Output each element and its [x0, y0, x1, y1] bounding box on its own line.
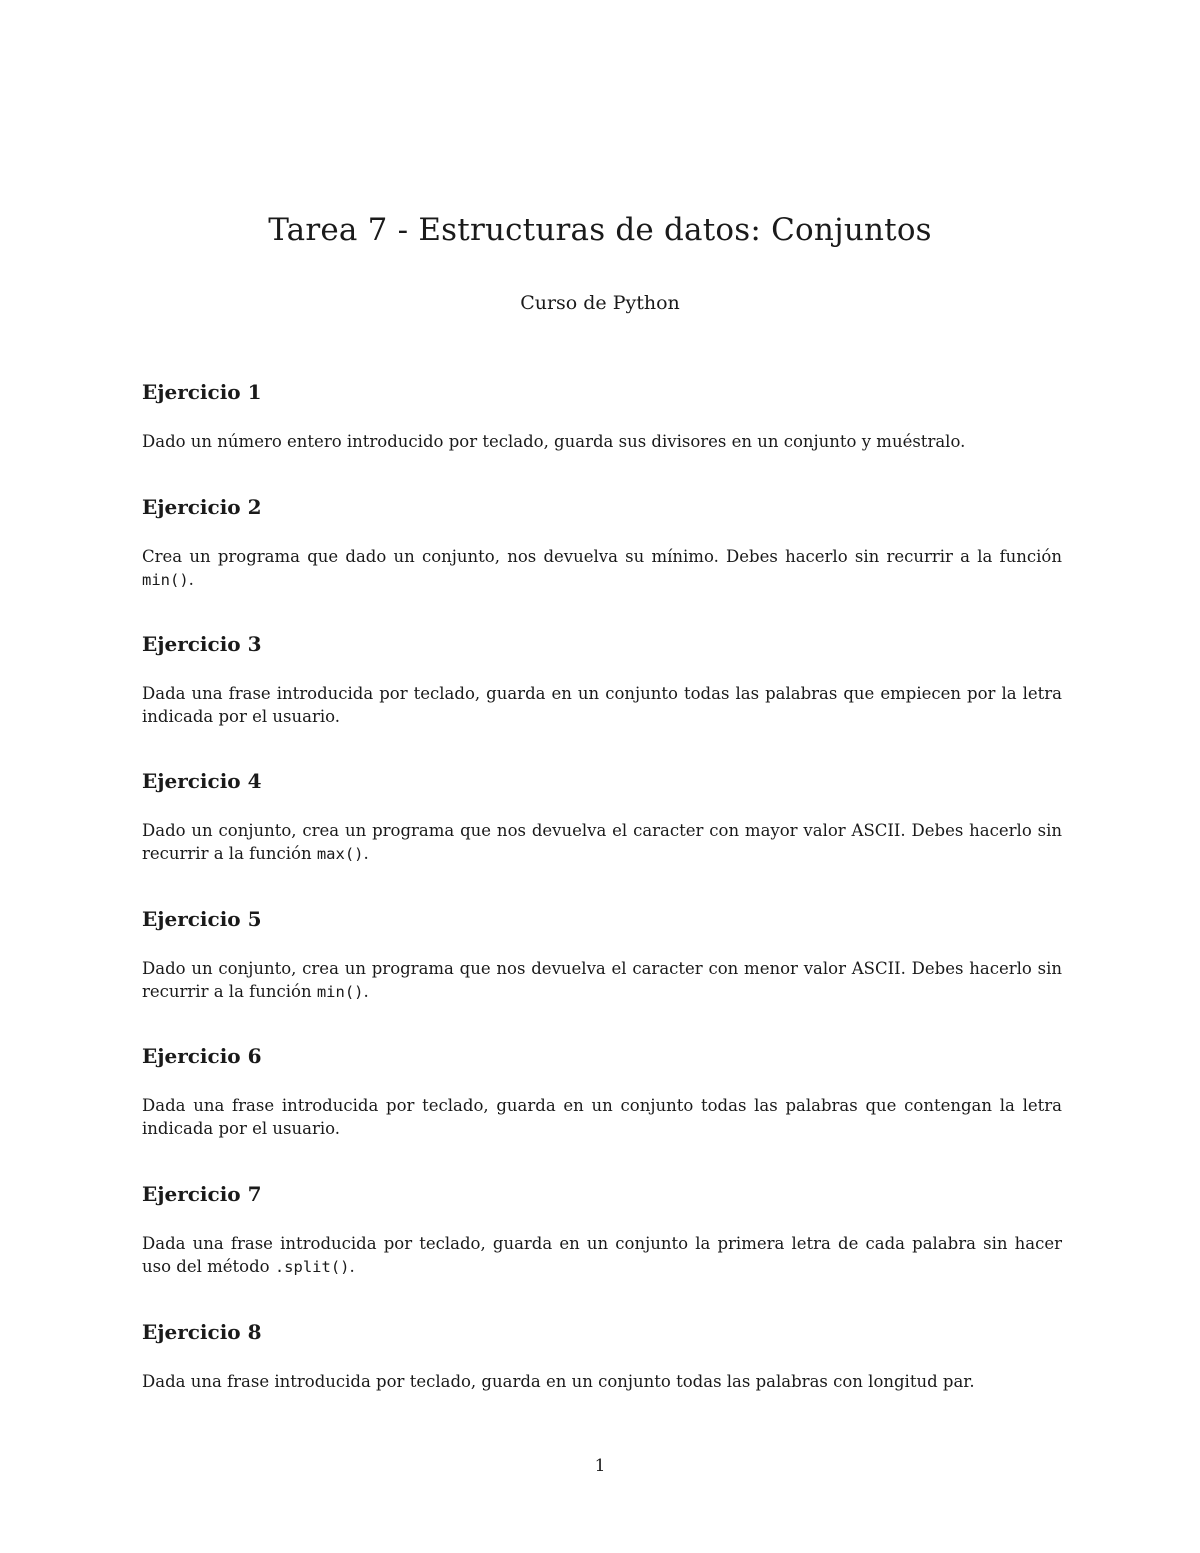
exercise-text-after: .	[349, 1257, 355, 1276]
exercise-5	[142, 907, 1062, 1004]
exercise-text	[142, 1232, 1062, 1279]
exercise-text	[142, 545, 1062, 592]
exercise-6	[142, 1044, 1062, 1140]
inline-code: .split()	[274, 1258, 350, 1276]
exercise-text-before: Dado un conjunto, crea un programa que nos devuelva el caracter con mayor valor ASCII. Debes hacerlo sin recurrir a la función	[142, 821, 1062, 863]
exercise-heading: Ejercicio 3	[142, 632, 262, 656]
exercise-2	[142, 495, 1062, 592]
exercise-heading: Ejercicio 5	[142, 907, 262, 931]
exercise-1	[142, 380, 1062, 453]
exercise-8	[142, 1320, 1062, 1393]
exercise-text-before: Dada una frase introducida por teclado, guarda en un conjunto la primera letra de cada palabra sin hacer uso del método	[142, 1234, 1062, 1276]
exercise-text	[142, 957, 1062, 1004]
page-number: 1	[594, 1456, 606, 1476]
inline-code: min()	[142, 571, 189, 589]
exercise-text-before: Crea un programa que dado un conjunto, nos devuelva su mínimo. Debes hacerlo sin recurrir a la función	[142, 547, 1062, 566]
exercise-heading: Ejercicio 4	[142, 769, 262, 793]
exercise-7	[142, 1182, 1062, 1279]
exercise-heading: Ejercicio 2	[142, 495, 262, 519]
exercise-text: Dada una frase introducida por teclado, guarda en un conjunto todas las palabras que contengan la letra indicada por el usuario.	[142, 1096, 1062, 1138]
exercise-text-after: .	[363, 982, 369, 1001]
inline-code: max()	[316, 845, 364, 863]
exercise-3	[142, 632, 1062, 728]
exercise-text-after: .	[363, 844, 369, 863]
exercise-heading: Ejercicio 6	[142, 1044, 262, 1068]
document-title: Tarea 7 - Estructuras de datos: Conjuntos	[268, 212, 932, 248]
exercise-heading: Ejercicio 1	[142, 380, 262, 404]
exercise-text-before: Dado un conjunto, crea un programa que nos devuelva el caracter con menor valor ASCII. Debes hacerlo sin recurrir a la función	[142, 959, 1062, 1001]
inline-code: min()	[316, 983, 364, 1001]
exercise-heading: Ejercicio 7	[142, 1182, 262, 1206]
exercise-text-after: .	[188, 570, 194, 589]
exercise-heading: Ejercicio 8	[142, 1320, 262, 1344]
document-subtitle: Curso de Python	[520, 292, 680, 314]
exercise-4	[142, 769, 1062, 866]
exercise-text: Dada una frase introducida por teclado, guarda en un conjunto todas las palabras que empiecen por la letra indicada por el usuario.	[142, 684, 1062, 726]
exercise-text	[142, 819, 1062, 866]
exercise-text: Dado un número entero introducido por teclado, guarda sus divisores en un conjunto y muéstralo.	[142, 432, 966, 451]
exercise-text: Dada una frase introducida por teclado, guarda en un conjunto todas las palabras con longitud par.	[142, 1372, 975, 1391]
